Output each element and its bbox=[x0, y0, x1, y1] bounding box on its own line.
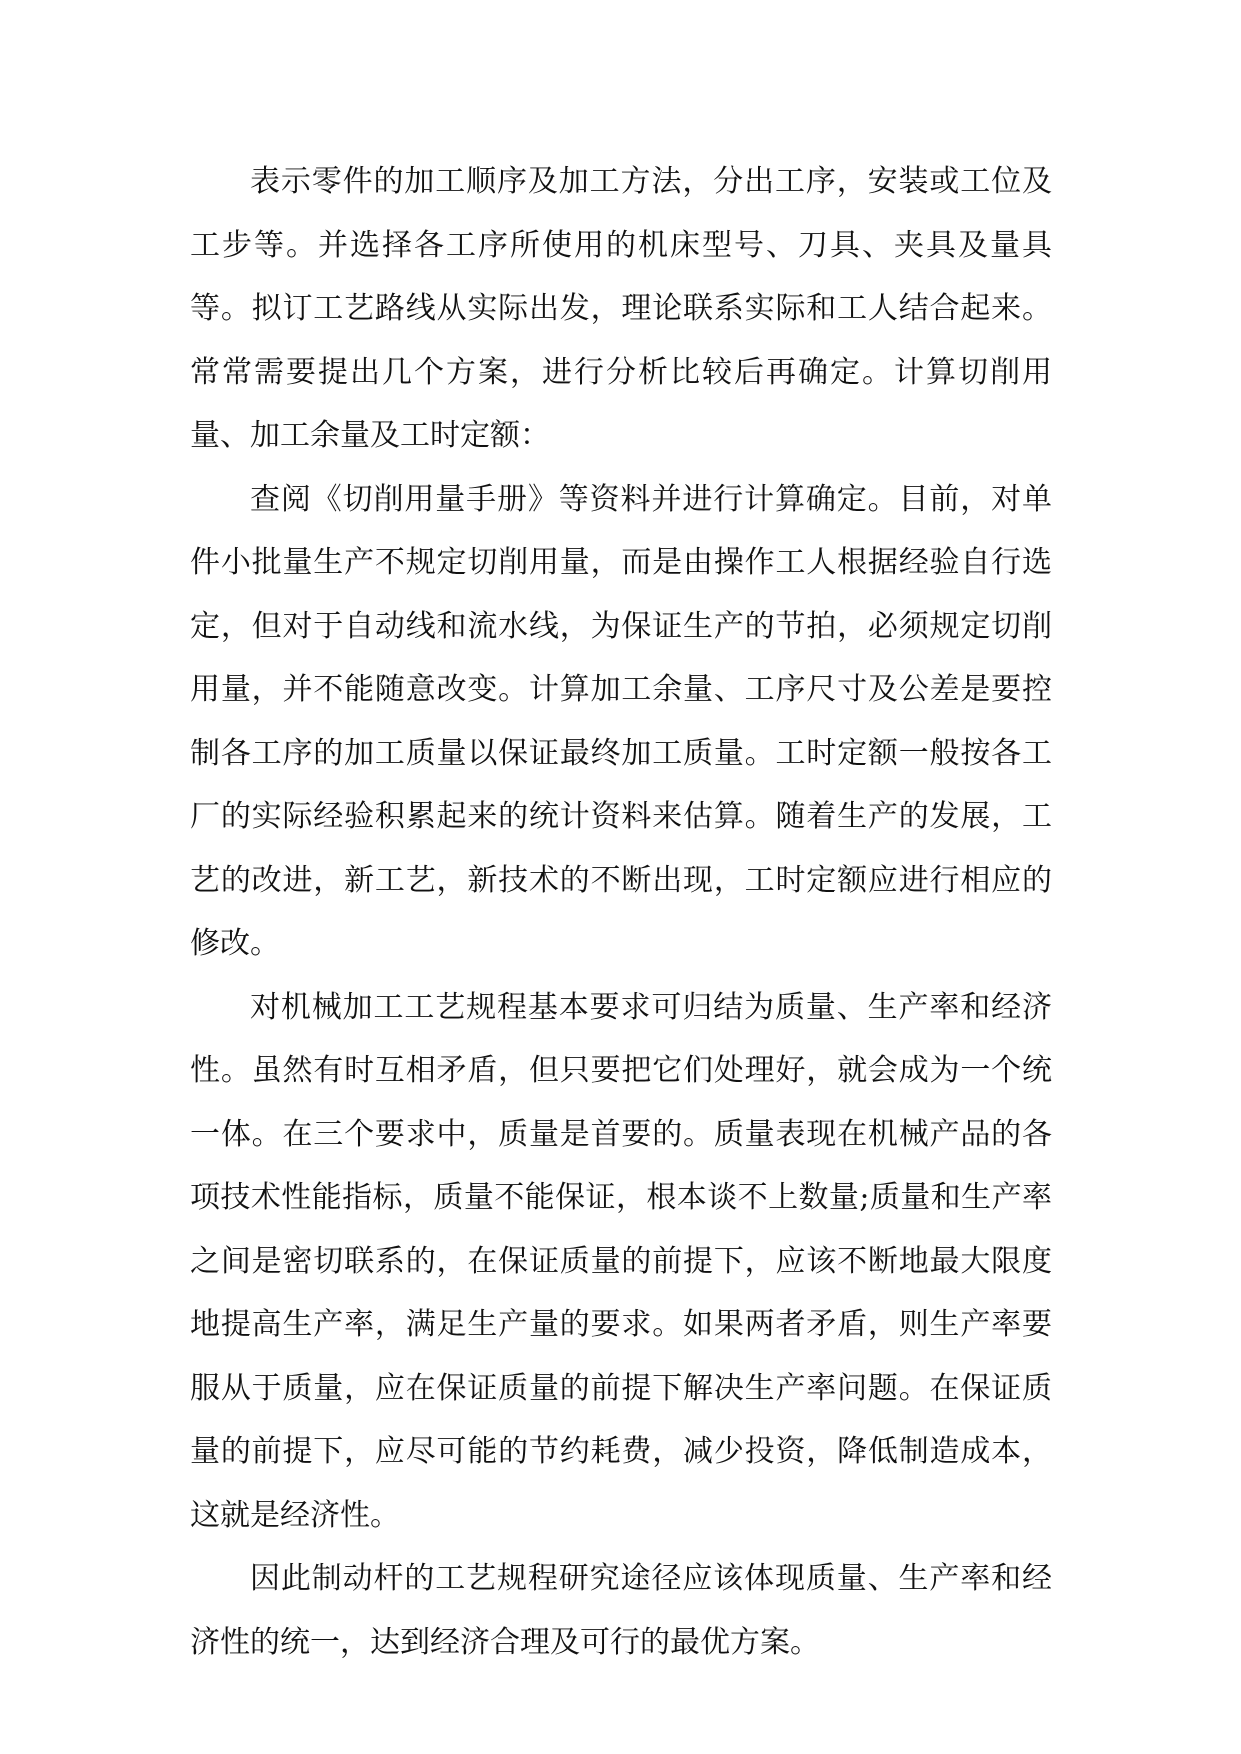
paragraph-4: 因此制动杆的工艺规程研究途径应该体现质量、生产率和经济性的统一，达到经济合理及可行的最优方案。 bbox=[190, 1561, 1052, 1660]
body-text bbox=[190, 150, 1052, 1674]
paragraph-2: 查阅《切削用量手册》等资料并进行计算确定。目前，对单件小批量生产不规定切削用量，而是由操作工人根据经验自行选定，但对于自动线和流水线，为保证生产的节拍，必须规定切削用量，并不能随意改变。计算加工余量、工序尺寸及公差是要控制各工序的加工质量以保证最终加工质量。工时定额一般按各工厂的实际经验积累起来的统计资料来估算。随着生产的发展，工艺的改进，新工艺，新技术的不断出现，工时定额应进行相应的修改。 bbox=[190, 481, 1052, 961]
paragraph-1: 表示零件的加工顺序及加工方法，分出工序，安装或工位及工步等。并选择各工序所使用的机床型号、刀具、夹具及量具等。拟订工艺路线从实际出发，理论联系实际和工人结合起来。常常需要提出几个方案，进行分析比较后再确定。计算切削用量、加工余量及工时定额： bbox=[190, 164, 1052, 453]
paragraph-3: 对机械加工工艺规程基本要求可归结为质量、生产率和经济性。虽然有时互相矛盾，但只要把它们处理好，就会成为一个统一体。在三个要求中，质量是首要的。质量表现在机械产品的各项技术性能指标，质量不能保证，根本谈不上数量;质量和生产率之间是密切联系的，在保证质量的前提下，应该不断地最大限度地提高生产率，满足生产量的要求。如果两者矛盾，则生产率要服从于质量，应在保证质量的前提下解决生产率问题。在保证质量的前提下，应尽可能的节约耗费，减少投资，降低制造成本，这就是经济性。 bbox=[190, 989, 1052, 1533]
